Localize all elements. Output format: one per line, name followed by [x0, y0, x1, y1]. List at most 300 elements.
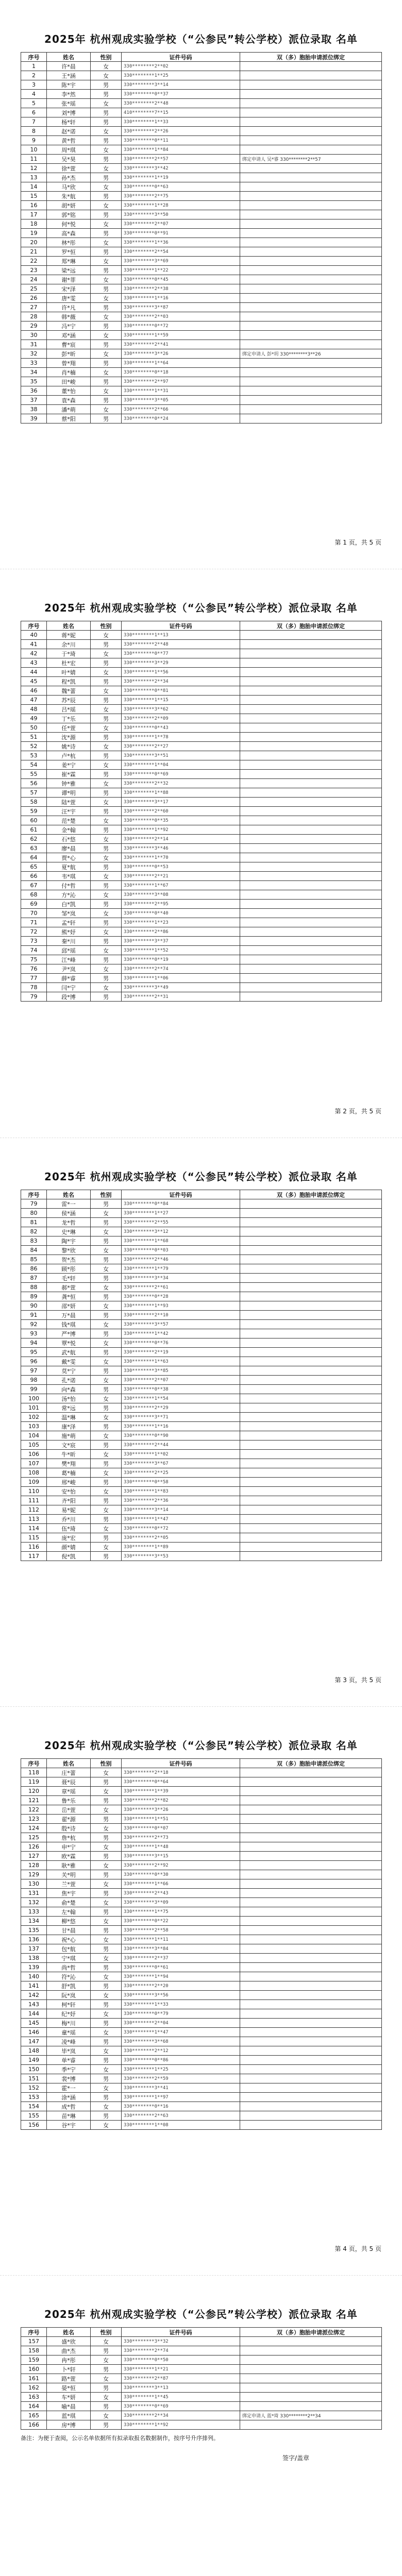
cell-id-number: 330********1**04: [122, 760, 240, 770]
cell-gender: 女: [91, 1468, 122, 1478]
header-name: 姓名: [47, 621, 91, 631]
cell-seq: 17: [21, 210, 47, 219]
table-row: [21, 117, 382, 127]
table-row: [21, 770, 382, 779]
cell-gender: 男: [91, 108, 122, 117]
table-row: [21, 2065, 382, 2074]
cell-id-number: 330********3**85: [122, 1366, 240, 1376]
cell-id-number: 330********2**66: [122, 405, 240, 414]
table-row: [21, 1870, 382, 1879]
cell-seq: 102: [21, 1413, 47, 1422]
cell-twin-binding: [240, 844, 382, 853]
cell-gender: 女: [91, 238, 122, 247]
cell-twin-binding: [240, 2037, 382, 2046]
cell-gender: 女: [91, 71, 122, 80]
cell-seq: 24: [21, 275, 47, 284]
cell-twin-binding: [240, 686, 382, 696]
cell-twin-binding: [240, 890, 382, 900]
cell-gender: 女: [91, 835, 122, 844]
cell-id-number: 330********1**70: [122, 853, 240, 862]
cell-twin-binding: [240, 1796, 382, 1805]
cell-name: 乔*川: [47, 1515, 91, 1524]
cell-seq: 133: [21, 1907, 47, 1917]
table-row: [21, 1824, 382, 1833]
cell-gender: 女: [91, 1320, 122, 1329]
table-row: [21, 90, 382, 99]
cell-seq: 21: [21, 247, 47, 257]
cell-gender: 女: [91, 723, 122, 733]
cell-seq: 4: [21, 90, 47, 99]
cell-seq: 63: [21, 844, 47, 853]
cell-seq: 98: [21, 1376, 47, 1385]
cell-id-number: 330********3**56: [122, 1991, 240, 2000]
cell-twin-binding: [240, 2083, 382, 2093]
cell-gender: 男: [91, 2074, 122, 2083]
cell-name: 柳*悠: [47, 1917, 91, 1926]
cell-gender: 男: [91, 414, 122, 423]
cell-seq: 69: [21, 900, 47, 909]
cell-twin-binding: [240, 1450, 382, 1459]
table-row: [21, 1385, 382, 1394]
cell-twin-binding: [240, 210, 382, 219]
cell-name: 常*远: [47, 1403, 91, 1413]
cell-id-number: 330********1**45: [122, 2393, 240, 2402]
cell-seq: 137: [21, 1944, 47, 1954]
cell-twin-binding: [240, 668, 382, 677]
cell-gender: 男: [91, 1292, 122, 1301]
cell-seq: 159: [21, 2355, 47, 2365]
cell-seq: 149: [21, 2056, 47, 2065]
cell-twin-binding: [240, 658, 382, 668]
cell-name: 罗*恒: [47, 247, 91, 257]
cell-name: 马*欣: [47, 182, 91, 192]
header-gender: 性别: [91, 1759, 122, 1768]
page-title: 2025年 杭州观成实验学校（“公参民”转公学校）派位录取 名单: [44, 2308, 358, 2320]
cell-gender: 女: [91, 294, 122, 303]
cell-seq: 120: [21, 1787, 47, 1796]
cell-id-number: 330********3**87: [122, 303, 240, 312]
cell-id-number: 330********0**07: [122, 1824, 240, 1833]
cell-twin-binding: [240, 219, 382, 229]
cell-gender: 女: [91, 1972, 122, 1981]
cell-name: 潘*萌: [47, 405, 91, 414]
cell-seq: 13: [21, 173, 47, 182]
cell-twin-binding: [240, 2102, 382, 2111]
cell-seq: 165: [21, 2411, 47, 2420]
cell-name: 詹*杭: [47, 1833, 91, 1842]
table-row: [21, 1515, 382, 1524]
cell-seq: 12: [21, 164, 47, 173]
table-row: [21, 1246, 382, 1255]
cell-gender: 女: [91, 1954, 122, 1963]
cell-name: 莫*宁: [47, 1366, 91, 1376]
cell-name: 尹*岚: [47, 964, 91, 974]
table-row: [21, 155, 382, 164]
cell-twin-binding: [240, 1963, 382, 1972]
cell-name: 倪*凯: [47, 1552, 91, 1561]
cell-name: 葛*楠: [47, 1468, 91, 1478]
cell-id-number: 330********1**28: [122, 201, 240, 210]
table-row: [21, 368, 382, 377]
cell-seq: 18: [21, 219, 47, 229]
header-name: 姓名: [47, 1759, 91, 1768]
cell-id-number: 330********1**33: [122, 117, 240, 127]
cell-name: 任*萱: [47, 723, 91, 733]
cell-id-number: 330********2**26: [122, 127, 240, 136]
cell-id-number: 330********1**48: [122, 1842, 240, 1852]
cell-name: 李*然: [47, 90, 91, 99]
cell-seq: 142: [21, 1991, 47, 2000]
cell-name: 夏*航: [47, 862, 91, 872]
table-row: [21, 386, 382, 396]
cell-id-number: 330********3**37: [122, 937, 240, 946]
cell-name: 韩*薇: [47, 312, 91, 321]
cell-gender: 女: [91, 1283, 122, 1292]
cell-name: 侯*涵: [47, 1209, 91, 1218]
cell-gender: 女: [91, 872, 122, 881]
cell-gender: 女: [91, 742, 122, 751]
cell-twin-binding: [240, 714, 382, 723]
cell-name: 殷*诗: [47, 1824, 91, 1833]
cell-gender: 男: [91, 1218, 122, 1227]
table-row: [21, 1357, 382, 1366]
cell-twin-binding: [240, 2111, 382, 2121]
cell-id-number: 330********2**60: [122, 807, 240, 816]
cell-seq: 97: [21, 1366, 47, 1376]
cell-name: 童*瑶: [47, 2028, 91, 2037]
cell-name: 蓝*琪: [47, 2411, 91, 2420]
cell-name: 蔡*阳: [47, 414, 91, 423]
cell-gender: 女: [91, 1487, 122, 1496]
cell-name: 成*哲: [47, 2102, 91, 2111]
cell-id-number: 330********1**13: [122, 631, 240, 640]
cell-twin-binding: [240, 192, 382, 201]
cell-id-number: 330********0**11: [122, 136, 240, 145]
cell-gender: 女: [91, 649, 122, 658]
cell-gender: 女: [91, 1505, 122, 1515]
cell-id-number: 330********2**37: [122, 1954, 240, 1963]
cell-id-number: 330********2**31: [122, 992, 240, 1002]
cell-id-number: 330********2**74: [122, 2346, 240, 2355]
cell-gender: 女: [91, 386, 122, 396]
cell-twin-binding: [240, 1879, 382, 1889]
cell-name: 沈*源: [47, 733, 91, 742]
table-row: [21, 340, 382, 349]
cell-id-number: 330********0**24: [122, 414, 240, 423]
cell-name: 崔*霖: [47, 770, 91, 779]
table-row: [21, 974, 382, 983]
table-row: [21, 2365, 382, 2374]
cell-id-number: 330********2**86: [122, 927, 240, 937]
cell-id-number: 330********0**61: [122, 1963, 240, 1972]
table-row: [21, 2374, 382, 2383]
cell-seq: 76: [21, 964, 47, 974]
cell-seq: 100: [21, 1394, 47, 1403]
cell-twin-binding: [240, 257, 382, 266]
cell-gender: 男: [91, 974, 122, 983]
cell-id-number: 330********2**58: [122, 1926, 240, 1935]
cell-name: 廖*晨: [47, 844, 91, 853]
cell-twin-binding: [240, 1236, 382, 1246]
cell-twin-binding: [240, 321, 382, 331]
cell-id-number: 330********1**79: [122, 1264, 240, 1274]
cell-id-number: 330********1**83: [122, 1487, 240, 1496]
cell-gender: 女: [91, 1413, 122, 1422]
cell-id-number: 330********0**90: [122, 1431, 240, 1440]
table-row: [21, 2337, 382, 2346]
cell-seq: 144: [21, 2009, 47, 2019]
cell-id-number: 330********0**16: [122, 2102, 240, 2111]
cell-twin-binding: [240, 182, 382, 192]
cell-id-number: 330********2**09: [122, 714, 240, 723]
cell-gender: 女: [91, 2046, 122, 2056]
table-header-row: [21, 2328, 382, 2337]
cell-twin-binding: [240, 992, 382, 1002]
signature-line: 签字/盖章: [282, 2454, 309, 2462]
table-row: [21, 1533, 382, 1543]
cell-seq: 55: [21, 770, 47, 779]
cell-gender: 男: [91, 1796, 122, 1805]
cell-id-number: 330********1**92: [122, 2420, 240, 2430]
cell-twin-binding: [240, 1787, 382, 1796]
cell-name: 曹*宸: [47, 340, 91, 349]
cell-gender: 女: [91, 182, 122, 192]
cell-seq: 94: [21, 1338, 47, 1348]
cell-name: 苏*辰: [47, 696, 91, 705]
cell-twin-binding: [240, 1972, 382, 1981]
cell-id-number: 330********1**92: [122, 825, 240, 835]
cell-gender: 男: [91, 1199, 122, 1209]
cell-gender: 女: [91, 368, 122, 377]
table-row: [21, 1552, 382, 1561]
cell-seq: 71: [21, 918, 47, 927]
cell-gender: 男: [91, 1515, 122, 1524]
table-row: [21, 145, 382, 155]
table-row: [21, 825, 382, 835]
cell-seq: 93: [21, 1329, 47, 1338]
cell-gender: 女: [91, 2028, 122, 2037]
cell-gender: 男: [91, 173, 122, 182]
cell-name: 谭*明: [47, 788, 91, 798]
cell-seq: 150: [21, 2065, 47, 2074]
cell-name: 邱*瑶: [47, 946, 91, 955]
cell-gender: 男: [91, 862, 122, 872]
cell-twin-binding: [240, 145, 382, 155]
cell-seq: 95: [21, 1348, 47, 1357]
cell-name: 孔*诺: [47, 1376, 91, 1385]
cell-seq: 60: [21, 816, 47, 825]
cell-name: 聂*辰: [47, 1777, 91, 1787]
cell-gender: 女: [91, 257, 122, 266]
cell-gender: 女: [91, 890, 122, 900]
cell-gender: 男: [91, 714, 122, 723]
cell-seq: 77: [21, 974, 47, 983]
cell-twin-binding: [240, 770, 382, 779]
cell-seq: 61: [21, 825, 47, 835]
cell-gender: 男: [91, 1552, 122, 1561]
cell-seq: 11: [21, 155, 47, 164]
cell-twin-binding: [240, 238, 382, 247]
cell-twin-binding: [240, 99, 382, 108]
cell-name: 董*怡: [47, 386, 91, 396]
table-row: [21, 1413, 382, 1422]
cell-gender: 女: [91, 2121, 122, 2130]
table-row: [21, 108, 382, 117]
cell-gender: 男: [91, 2365, 122, 2374]
cell-id-number: 330********0**45: [122, 275, 240, 284]
cell-gender: 男: [91, 788, 122, 798]
cell-name: 梁*远: [47, 266, 91, 275]
table-row: [21, 1338, 382, 1348]
cell-name: 阮*岚: [47, 1991, 91, 2000]
cell-twin-binding: [240, 964, 382, 974]
cell-seq: 79: [21, 992, 47, 1002]
cell-name: 曾*翔: [47, 359, 91, 368]
table-row: [21, 1777, 382, 1787]
cell-gender: 男: [91, 266, 122, 275]
table-row: [21, 1422, 382, 1431]
cell-id-number: 330********2**32: [122, 779, 240, 788]
cell-twin-binding: [240, 1292, 382, 1301]
cell-seq: 5: [21, 99, 47, 108]
cell-id-number: 330********1**66: [122, 1879, 240, 1889]
cell-gender: 男: [91, 1833, 122, 1842]
cell-gender: 女: [91, 164, 122, 173]
cell-seq: 96: [21, 1357, 47, 1366]
cell-id-number: 330********2**38: [122, 284, 240, 294]
table-row: [21, 99, 382, 108]
cell-name: 周*琪: [47, 145, 91, 155]
cell-name: 孟*轩: [47, 918, 91, 927]
cell-gender: 男: [91, 247, 122, 257]
cell-id-number: 330********1**84: [122, 145, 240, 155]
cell-seq: 160: [21, 2365, 47, 2374]
cell-id-number: 330********1**64: [122, 359, 240, 368]
table-header-row: [21, 53, 382, 62]
cell-id-number: 330********3**46: [122, 844, 240, 853]
cell-name: 史*琳: [47, 1227, 91, 1236]
cell-gender: 女: [91, 1209, 122, 1218]
cell-gender: 女: [91, 2102, 122, 2111]
cell-twin-binding: [240, 294, 382, 303]
cell-twin-binding: [240, 2019, 382, 2028]
cell-twin-binding: [240, 788, 382, 798]
cell-id-number: 330********2**21: [122, 872, 240, 881]
cell-gender: 女: [91, 668, 122, 677]
table-row: [21, 349, 382, 359]
cell-twin-binding: [240, 2056, 382, 2065]
cell-gender: 女: [91, 946, 122, 955]
cell-id-number: 330********3**09: [122, 1898, 240, 1907]
cell-gender: 男: [91, 1329, 122, 1338]
cell-id-number: 330********2**48: [122, 99, 240, 108]
cell-name: 祝*心: [47, 1935, 91, 1944]
cell-name: 俞*楚: [47, 1898, 91, 1907]
cell-twin-binding: [240, 640, 382, 649]
cell-seq: 19: [21, 229, 47, 238]
cell-twin-binding: [240, 1311, 382, 1320]
cell-id-number: 330********1**16: [122, 294, 240, 303]
cell-seq: 85: [21, 1255, 47, 1264]
cell-gender: 男: [91, 2402, 122, 2411]
header-name: 姓名: [47, 2328, 91, 2337]
cell-twin-binding: [240, 1357, 382, 1366]
table-row: [21, 844, 382, 853]
cell-gender: 女: [91, 1768, 122, 1777]
cell-seq: 78: [21, 983, 47, 992]
cell-twin-binding: [240, 1954, 382, 1963]
cell-twin-binding: [240, 284, 382, 294]
cell-twin-binding: [240, 2065, 382, 2074]
header-id: 证件号码: [122, 621, 240, 631]
cell-twin-binding: [240, 1524, 382, 1533]
table-row: [21, 1796, 382, 1805]
table-row: [21, 303, 382, 312]
cell-gender: 男: [91, 1478, 122, 1487]
table-row: [21, 1440, 382, 1450]
cell-id-number: 330********0**19: [122, 955, 240, 964]
cell-seq: 39: [21, 414, 47, 423]
cell-twin-binding: [240, 1552, 382, 1561]
cell-name: 黄*哲: [47, 136, 91, 145]
cell-twin-binding: [240, 1981, 382, 1991]
cell-twin-binding: [240, 835, 382, 844]
table-row: [21, 2420, 382, 2430]
table-row: [21, 1320, 382, 1329]
cell-seq: 81: [21, 1218, 47, 1227]
cell-id-number: 330********3**13: [122, 2383, 240, 2393]
cell-name: 彭*昕: [47, 349, 91, 359]
cell-id-number: 330********2**02: [122, 62, 240, 71]
header-seq: 序号: [21, 2328, 47, 2337]
table-row: [21, 640, 382, 649]
table-row: [21, 918, 382, 927]
cell-twin-binding: [240, 2337, 382, 2346]
table-row: [21, 955, 382, 964]
cell-twin-binding: [240, 2046, 382, 2056]
cell-seq: 16: [21, 201, 47, 210]
table-row: [21, 1505, 382, 1515]
cell-seq: 72: [21, 927, 47, 937]
cell-twin-binding: [240, 1431, 382, 1440]
cell-seq: 26: [21, 294, 47, 303]
cell-twin-binding: [240, 1805, 382, 1815]
cell-twin-binding: [240, 1366, 382, 1376]
table-row: [21, 1468, 382, 1478]
cell-id-number: 330********3**29: [122, 658, 240, 668]
cell-name: 程*凯: [47, 677, 91, 686]
cell-twin-binding: [240, 1870, 382, 1879]
cell-id-number: 330********1**89: [122, 1543, 240, 1552]
cell-name: 关*明: [47, 1870, 91, 1879]
cell-id-number: 330********1**22: [122, 266, 240, 275]
cell-gender: 男: [91, 2346, 122, 2355]
cell-seq: 92: [21, 1320, 47, 1329]
cell-seq: 34: [21, 368, 47, 377]
cell-name: 张*瑶: [47, 99, 91, 108]
cell-twin-binding: [240, 631, 382, 640]
cell-twin-binding: [240, 247, 382, 257]
cell-name: 胡*妍: [47, 201, 91, 210]
table-row: [21, 816, 382, 825]
cell-twin-binding: [240, 2393, 382, 2402]
cell-name: 钟*雅: [47, 779, 91, 788]
cell-gender: 男: [91, 377, 122, 386]
cell-seq: 99: [21, 1385, 47, 1394]
cell-gender: 女: [91, 964, 122, 974]
header-id: 证件号码: [122, 53, 240, 62]
cell-gender: 男: [91, 696, 122, 705]
